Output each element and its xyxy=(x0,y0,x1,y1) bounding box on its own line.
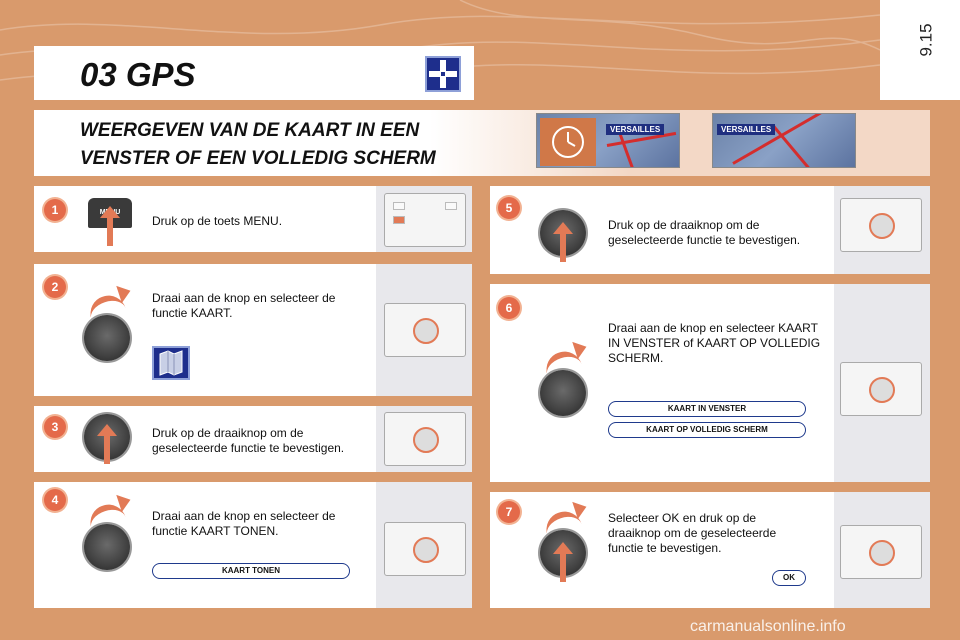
rotary-knob-icon xyxy=(84,315,130,361)
rotary-knob-icon xyxy=(84,524,130,570)
radio-unit-icon xyxy=(384,303,466,357)
step-number: 6 xyxy=(498,297,520,319)
knob-highlight xyxy=(413,318,439,344)
knob-highlight xyxy=(413,427,439,453)
step-text: Druk op de toets MENU. xyxy=(152,214,283,228)
press-arrow-icon xyxy=(560,232,566,262)
step-text: Druk op de draaiknop om de geselecteerde functie te bevestigen. xyxy=(608,218,801,247)
page-number: 9.15 xyxy=(916,23,936,57)
step-number: 1 xyxy=(44,199,66,221)
knob-highlight xyxy=(869,377,895,403)
clock-icon xyxy=(540,118,596,166)
step-number: 2 xyxy=(44,276,66,298)
step-text: Druk op de draaiknop om de geselecteerde functie te bevestigen. xyxy=(152,426,345,455)
step-number: 3 xyxy=(44,416,66,438)
radio-unit-icon xyxy=(840,362,922,416)
radio-key xyxy=(445,202,457,210)
step-text: Draai aan de knop en selecteer KAART IN VENSTER of KAART OP VOLLEDIG SCHERM. xyxy=(608,321,821,365)
step-text: Draai aan de knop en selecteer de functie KAART. xyxy=(152,291,336,320)
menu-key-highlight xyxy=(393,216,405,224)
knob-highlight xyxy=(869,213,895,239)
menu-option-pill: KAART TONEN xyxy=(152,563,350,579)
radio-unit-icon xyxy=(840,198,922,252)
section-title xyxy=(80,117,480,173)
step-number: 5 xyxy=(498,197,520,219)
radio-key xyxy=(393,202,405,210)
screen-location-label: VERSAILLES xyxy=(717,124,775,135)
press-arrow-icon xyxy=(107,216,113,246)
menu-option-pill: KAART IN VENSTER xyxy=(608,401,806,417)
route-line xyxy=(732,113,829,165)
screen-location-label: VERSAILLES xyxy=(606,124,664,135)
knob-highlight xyxy=(413,537,439,563)
step-text: Draai aan de knop en selecteer de functie KAART TONEN. xyxy=(152,509,336,538)
crossroad-icon xyxy=(425,56,461,92)
screen-map-full xyxy=(712,113,856,168)
ok-option-pill: OK xyxy=(772,570,806,586)
radio-unit-icon xyxy=(384,412,466,466)
section-title-line1: WEERGEVEN VAN DE KAART IN EEN xyxy=(80,120,420,141)
menu-option-pill: KAART OP VOLLEDIG SCHERM xyxy=(608,422,806,438)
step-number: 4 xyxy=(44,489,66,511)
section-title-line2: VENSTER OF EEN VOLLEDIG SCHERM xyxy=(80,148,436,169)
radio-unit-icon xyxy=(840,525,922,579)
press-arrow-icon xyxy=(560,552,566,582)
press-arrow-icon xyxy=(104,434,110,464)
chapter-title: 03 GPS xyxy=(80,56,196,93)
step-text: Selecteer OK en druk op de draaiknop om de geselecteerde functie te bevestigen. xyxy=(608,511,777,555)
rotary-knob-icon xyxy=(540,370,586,416)
radio-unit-icon xyxy=(384,193,466,247)
radio-unit-icon xyxy=(384,522,466,576)
knob-highlight xyxy=(869,540,895,566)
map-icon xyxy=(152,346,190,380)
watermark: carmanualsonline.info xyxy=(690,618,846,635)
step-number: 7 xyxy=(498,501,520,523)
route-line xyxy=(772,125,813,168)
